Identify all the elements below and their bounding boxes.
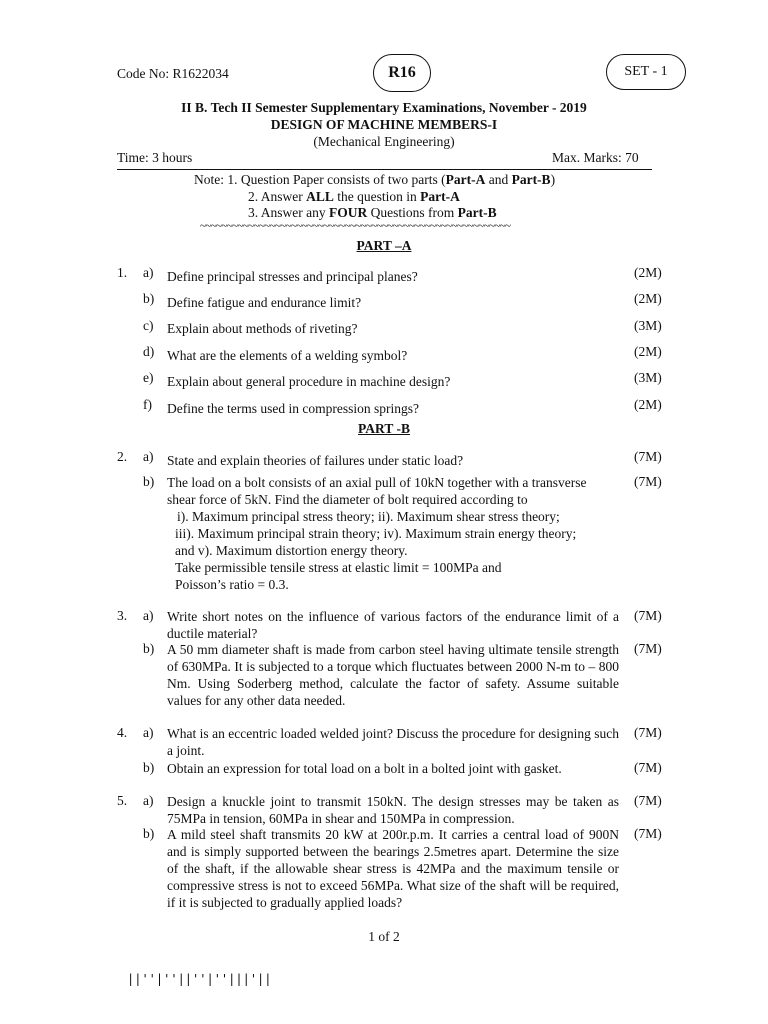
part-b-heading: PART -B xyxy=(358,421,410,436)
q2b-line-1: The load on a bolt consists of an axial pull of 10kN together with a transverse xyxy=(167,475,587,490)
q1f-marks: (2M) xyxy=(634,397,662,412)
q2b-label: b) xyxy=(143,474,155,489)
q5b-marks: (7M) xyxy=(634,826,662,841)
q2a-marks: (7M) xyxy=(634,449,662,464)
note-1-text: Note: 1. Question Paper consists of two parts ( xyxy=(194,172,446,187)
q3b-text: A 50 mm diameter shaft is made from carbon steel having ultimate tensile strength of 630MPa. It is subjected to a torque which fluctuates between 2000 N-m to – 800 Nm. Using Soderberg method, calculate the factor of safety. Assume suitable values for any other data needed. xyxy=(167,642,619,708)
q2b-line-5: and v). Maximum distortion energy theory. xyxy=(175,543,408,558)
tilde-separator: ~~~~~~~~~~~~~~~~~~~~~~~~~~~~~~~~~~~~~~~~~~~~~~~~~~~~~~~~~~ xyxy=(200,220,511,232)
question-number-4: 4. xyxy=(117,725,128,740)
q1b-label: b) xyxy=(143,291,155,306)
note-3-four: FOUR xyxy=(329,205,368,220)
note-2-mid: the question in xyxy=(333,189,421,204)
set-badge xyxy=(606,54,686,90)
q5b-label: b) xyxy=(143,826,155,841)
q4a-label: a) xyxy=(143,725,154,740)
q3a-label: a) xyxy=(143,608,154,623)
note-3-mid: Questions from xyxy=(367,205,458,220)
q2b-text xyxy=(167,474,619,593)
q1e-label: e) xyxy=(143,370,154,385)
q4b-label: b) xyxy=(143,760,155,775)
note-1-part-a: Part-A xyxy=(445,172,486,187)
note-2-all: ALL xyxy=(306,189,334,204)
note-2-part-a: Part-A xyxy=(420,189,460,204)
q4b-text: Obtain an expression for total load on a bolt in a bolted joint with gasket. xyxy=(167,761,562,776)
note-1-and: and xyxy=(485,172,512,187)
part-a-heading: PART –A xyxy=(356,238,412,253)
page-number: 1 of 2 xyxy=(368,929,400,944)
max-marks: Max. Marks: 70 xyxy=(552,150,639,165)
branch-name: (Mechanical Engineering) xyxy=(313,134,455,149)
question-number-3: 3. xyxy=(117,608,128,623)
note-3-part-b: Part-B xyxy=(457,205,497,220)
barcode: ||''|''||''|''|||'|| xyxy=(127,972,272,986)
q1d-label: d) xyxy=(143,344,155,359)
q5a-label: a) xyxy=(143,793,154,808)
note-line-3 xyxy=(248,205,497,221)
time-allowed: Time: 3 hours xyxy=(117,150,193,165)
subject-title: DESIGN OF MACHINE MEMBERS-I xyxy=(270,117,498,132)
code-number: Code No: R1622034 xyxy=(117,66,229,81)
q4a-text: What is an eccentric loaded welded joint? Discuss the procedure for designing such a joint. xyxy=(167,726,619,758)
note-1-part-b: Part-B xyxy=(511,172,551,187)
regulation-badge xyxy=(373,54,431,92)
q1e-text: Explain about general procedure in machine design? xyxy=(167,374,451,389)
q1b-marks: (2M) xyxy=(634,291,662,306)
question-number-5: 5. xyxy=(117,793,128,808)
q2a-label: a) xyxy=(143,449,154,464)
note-line-1 xyxy=(194,172,555,188)
q3b-label: b) xyxy=(143,641,155,656)
q1c-text: Explain about methods of riveting? xyxy=(167,321,358,336)
q3a-text: Write short notes on the influence of various factors of the endurance limit of a ductile material? xyxy=(167,609,619,641)
q1f-label: f) xyxy=(143,397,152,412)
regulation-label: R16 xyxy=(388,64,416,81)
note-2-text: 2. Answer xyxy=(248,189,307,204)
q2b-line-7: Poisson’s ratio = 0.3. xyxy=(175,577,289,592)
header-divider xyxy=(117,169,652,170)
q4b-marks: (7M) xyxy=(634,760,662,775)
q4a-marks: (7M) xyxy=(634,725,662,740)
q1a-label: a) xyxy=(143,265,154,280)
set-label: SET - 1 xyxy=(624,64,668,79)
q1a-text: Define principal stresses and principal planes? xyxy=(167,269,418,284)
note-1-close: ) xyxy=(550,172,556,187)
q2b-line-6: Take permissible tensile stress at elastic limit = 100MPa and xyxy=(175,560,502,575)
q5b-text: A mild steel shaft transmits 20 kW at 200r.p.m. It carries a central load of 900N and is simply supported between the bearings 2.5metres apart. Determine the size of the shaft, if the allowable shear stress is 42MPa and the maximum tensile or compressive stress is not to exceed 56MPa. What size of the shaft will be required, if it is subjected to gradually applied loads? xyxy=(167,827,619,910)
note-3-text: 3. Answer any xyxy=(248,205,329,220)
q1b-text: Define fatigue and endurance limit? xyxy=(167,295,362,310)
exam-title: II B. Tech II Semester Supplementary Examinations, November - 2019 xyxy=(181,100,587,115)
q1d-text: What are the elements of a welding symbol? xyxy=(167,348,408,363)
q2b-line-4: iii). Maximum principal strain theory; iv). Maximum strain energy theory; xyxy=(175,526,577,541)
q5a-text: Design a knuckle joint to transmit 150kN. The design stresses may be taken as 75MPa in tension, 60MPa in shear and 150MPa in compression. xyxy=(167,794,619,826)
q2b-marks: (7M) xyxy=(634,474,662,489)
q3a-marks: (7M) xyxy=(634,608,662,623)
q1c-marks: (3M) xyxy=(634,318,662,333)
question-number-1: 1. xyxy=(117,265,128,280)
q1d-marks: (2M) xyxy=(634,344,662,359)
note-line-2 xyxy=(248,189,460,205)
q1c-label: c) xyxy=(143,318,154,333)
q1f-text: Define the terms used in compression springs? xyxy=(167,401,419,416)
q5a-marks: (7M) xyxy=(634,793,662,808)
q1e-marks: (3M) xyxy=(634,370,662,385)
question-number-2: 2. xyxy=(117,449,128,464)
q2a-text: State and explain theories of failures under static load? xyxy=(167,453,464,468)
q3b-marks: (7M) xyxy=(634,641,662,656)
q2b-line-2: shear force of 5kN. Find the diameter of bolt required according to xyxy=(167,492,528,507)
q2b-line-3: i). Maximum principal stress theory; ii). Maximum shear stress theory; xyxy=(177,509,560,524)
q1a-marks: (2M) xyxy=(634,265,662,280)
